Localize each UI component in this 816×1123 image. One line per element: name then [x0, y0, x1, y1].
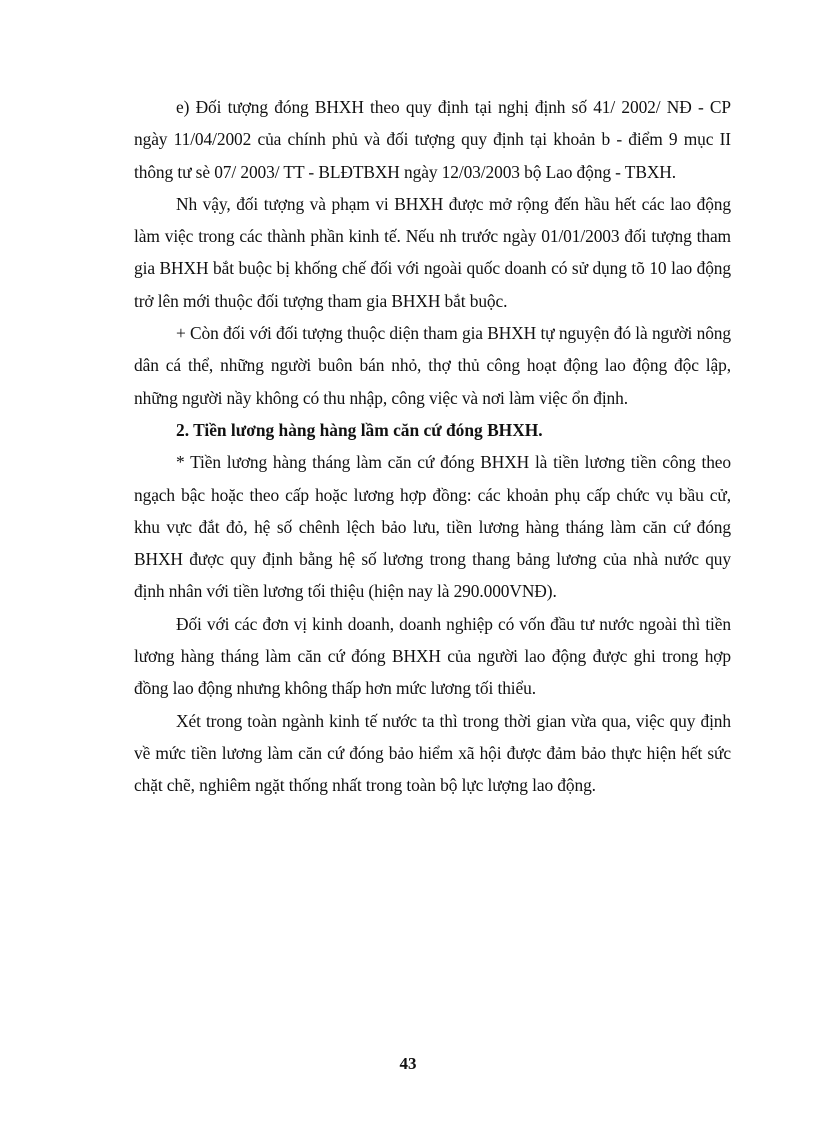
- paragraph-monthly-salary: * Tiền lương hàng tháng làm căn cứ đóng BHXH là tiền lương tiền công theo ngạch bậc hoặc theo cấp hoặc lương hợp đồng: các khoản phụ cấp chức vụ bầu cử, khu vực đắt đỏ, hệ số chênh lệch bảo lưu, tiền lương hàng tháng làm căn cứ đóng BHXH được quy định bằng hệ số lương trong thang bảng lương của nhà nước quy định nhân với tiền lương tối thiệu (hiện nay là 290.000VNĐ).: [134, 452, 731, 602]
- paragraph-enforcement: Xét trong toàn ngành kinh tế nước ta thì trong thời gian vừa qua, việc quy định về mức tiền lương làm căn cứ đóng bảo hiểm xã hội được đảm bảo thực hiện hết sức chặt chẽ, nghiêm ngặt thống nhất trong toàn bộ lực lượng lao động.: [134, 710, 731, 796]
- section-heading-salary-basis: 2. Tiền lương hàng hàng lầm căn cứ đóng BHXH.: [176, 419, 543, 440]
- page-number: 43: [399, 1054, 417, 1073]
- paragraph-insured-subjects: e) Đối tượng đóng BHXH theo quy định tại nghị định số 41/ 2002/ NĐ - CP ngày 11/04/2002 của chính phủ và đối tượng quy định tại khoản b - điểm 9 mục II thông tư sè 07/ 2003/ TT - BLĐTBXH ngày 12/03/2003 bộ Lao động - TBXH.: [134, 97, 731, 182]
- page-body: [134, 91, 731, 802]
- paragraph-scope-expansion: Nh vậy, đối tượng và phạm vi BHXH được mở rộng đến hầu hết các lao động làm việc trong các thành phần kinh tế. Nếu nh trước ngày 01/01/2003 đối tượng tham gia BHXH bắt buộc bị khống chế đối với ngoài quốc doanh có sử dụng tõ 10 lao động trở lên mới thuộc đối tượng tham gia BHXH bắt buộc.: [134, 193, 731, 311]
- paragraph-voluntary-insurance: + Còn đối với đối tượng thuộc diện tham gia BHXH tự nguyện đó là người nông dân cá thể, những người buôn bán nhỏ, thợ thủ công hoạt động lao động độc lập, những người nầy không có thu nhập, công việc và nơi làm việc ổn định.: [134, 323, 731, 408]
- paragraph-foreign-investment: Đối với các đơn vị kinh doanh, doanh nghiệp có vốn đầu tư nước ngoài thì tiền lương hàng tháng làm căn cứ đóng BHXH của người lao động được ghi trong hợp đồng lao động nhưng không thấp hơn mức lương tối thiểu.: [134, 613, 731, 699]
